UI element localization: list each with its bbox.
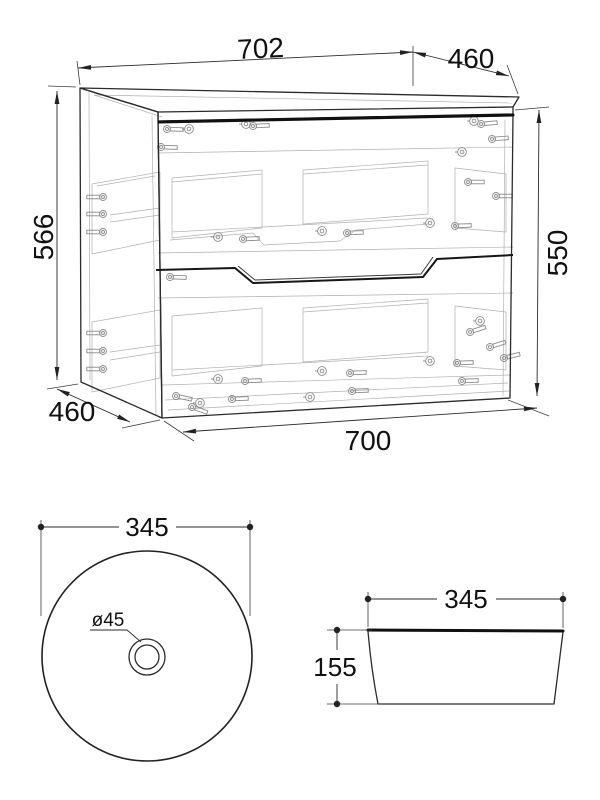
basin-side-width: 345 xyxy=(444,584,488,614)
basin-outer-rim xyxy=(42,551,252,761)
basin-top-diameter: 345 xyxy=(125,512,169,542)
dim-top-depth: 460 xyxy=(447,43,495,74)
basin-side-height: 155 xyxy=(313,652,357,682)
cabinet-interior-wireframe xyxy=(89,92,513,416)
basin-drain-diameter: ø45 xyxy=(91,610,125,631)
dim-height-right: 550 xyxy=(542,229,573,277)
cabinet-hardware-fittings xyxy=(87,117,521,416)
basin-top-view xyxy=(38,512,253,761)
dim-top-width: 702 xyxy=(236,32,285,66)
dim-bottom-width: 700 xyxy=(344,425,392,456)
basin-drain-inner xyxy=(135,645,159,669)
dim-height-left: 566 xyxy=(28,213,59,261)
dim-bottom-depth: 460 xyxy=(48,396,96,427)
cabinet-view xyxy=(28,32,573,456)
basin-side-view xyxy=(313,584,566,707)
cabinet-outline xyxy=(80,88,519,418)
